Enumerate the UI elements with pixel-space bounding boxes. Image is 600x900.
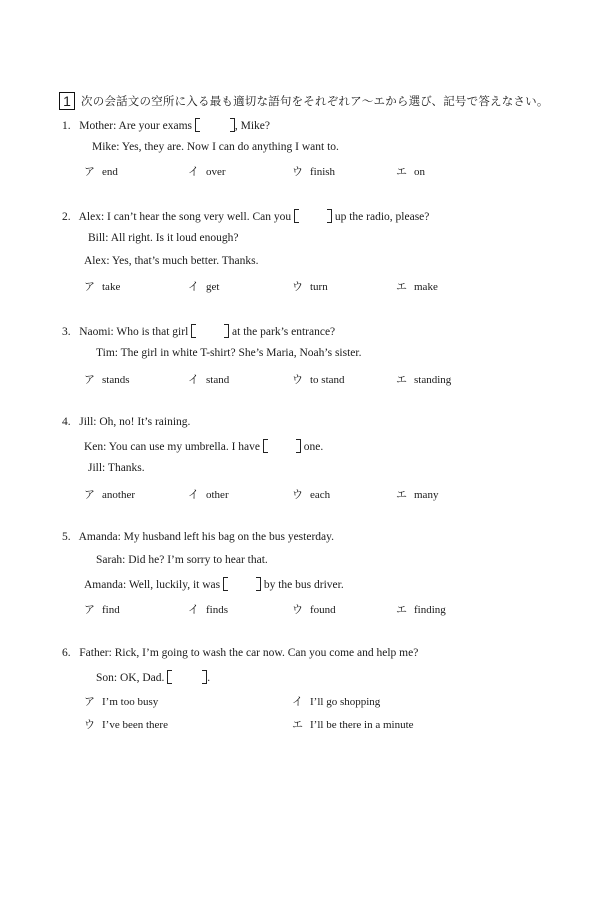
option-mark: イ [188,165,199,178]
answer-blank [263,439,301,452]
question-number: 5. [62,531,71,543]
option-mark: イ [188,488,199,501]
question-2-line-2: Bill: All right. Is it loud enough? [88,232,239,244]
option-d: エ finding [396,603,446,616]
option-mark: ウ [292,280,303,293]
option-mark: エ [292,718,303,731]
question-6-line-2: Son: OK, Dad. . [96,672,211,684]
option-mark: ウ [292,373,303,386]
option-mark: イ [188,373,199,386]
question-4-line-1: 4. Jill: Oh, no! It’s raining. [62,416,191,428]
question-5-line-1: 5. Amanda: My husband left his bag on the bus yesterday. [62,531,335,543]
answer-blank [223,577,261,590]
option-mark: エ [396,373,407,386]
question-3-line-2: Tim: The girl in white T-shirt? She’s Maria, Noah’s sister. [96,347,362,359]
option-mark: ア [84,280,95,293]
question-5-line-3: Amanda: Well, luckily, it was by the bus driver. [84,579,344,591]
question-6-line-1: 6. Father: Rick, I’m going to wash the car now. Can you come and help me? [62,647,419,659]
question-number: 1. [62,120,71,132]
option-d: エ make [396,280,438,293]
option-c: ウ turn [292,280,328,293]
question-4-line-2: Ken: You can use my umbrella. I have one. [84,441,324,453]
answer-blank [191,324,229,337]
question-1-line-2: Mike: Yes, they are. Now I can do anything I want to. [92,141,339,153]
option-b: イ finds [188,603,228,616]
option-d: エ I’ll be there in a minute [292,718,414,731]
option-d: エ many [396,488,439,501]
option-b: イ stand [188,373,230,386]
answer-blank [167,670,207,683]
question-number: 3. [62,326,71,338]
option-a: ア find [84,603,120,616]
option-mark: エ [396,165,407,178]
answer-blank [294,209,332,222]
question-number: 2. [62,211,71,223]
option-c: ウ finish [292,165,336,178]
section-number-box: 1 [59,92,75,110]
option-mark: ア [84,373,95,386]
option-mark: ア [84,603,95,616]
option-mark: イ [188,280,199,293]
option-mark: エ [396,280,407,293]
question-number: 4. [62,416,71,428]
option-b: イ I’ll go shopping [292,695,381,708]
option-c: ウ found [292,603,336,616]
question-3-line-1: 3. Naomi: Who is that girl at the park’s entrance? [62,326,336,338]
option-a: ア I’m too busy [84,695,159,708]
option-c: ウ each [292,488,331,501]
question-1-line-1: 1. Mother: Are your exams , Mike? [62,120,271,132]
option-mark: ア [84,695,95,708]
instruction-text: 次の会話文の空所に入る最も適切な語句をそれぞれア～エから選び、記号で答えなさい。 [81,94,549,108]
option-mark: ウ [292,603,303,616]
section-header [59,90,549,112]
option-mark: エ [396,488,407,501]
option-mark: ウ [84,718,95,731]
option-mark: ア [84,165,95,178]
option-a: ア stands [84,373,130,386]
option-mark: イ [292,695,303,708]
option-d: エ standing [396,373,452,386]
option-mark: エ [396,603,407,616]
option-d: エ on [396,165,425,178]
question-5-line-2: Sarah: Did he? I’m sorry to hear that. [96,554,268,566]
answer-blank [195,118,235,131]
option-a: ア another [84,488,135,501]
option-mark: ウ [292,488,303,501]
option-b: イ other [188,488,229,501]
option-b: イ over [188,165,226,178]
option-b: イ get [188,280,220,293]
option-mark: イ [188,603,199,616]
question-2-line-1: 2. Alex: I can’t hear the song very well. Can you up the radio, please? [62,211,430,223]
option-c: ウ I’ve been there [84,718,168,731]
option-a: ア take [84,280,121,293]
question-4-line-3: Jill: Thanks. [88,462,145,474]
question-2-line-3: Alex: Yes, that’s much better. Thanks. [84,255,259,267]
question-number: 6. [62,647,71,659]
option-c: ウ to stand [292,373,345,386]
option-mark: ウ [292,165,303,178]
option-a: ア end [84,165,118,178]
option-mark: ア [84,488,95,501]
